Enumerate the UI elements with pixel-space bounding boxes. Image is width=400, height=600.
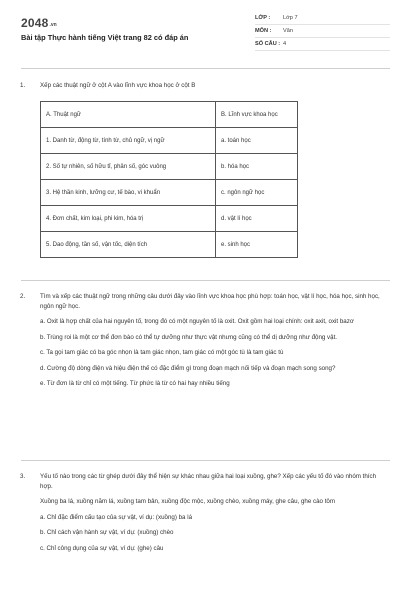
site-logo[interactable] <box>21 16 57 30</box>
table-cell-a: 3. Hệ thần kinh, lưỡng cư, tế bào, vi khuẩn <box>41 180 216 206</box>
table-cell-b: b. hóa học <box>216 154 298 180</box>
table-cell-b: c. ngôn ngữ học <box>216 180 298 206</box>
answer-item: c. Ta gọi tam giác có ba góc nhọn là tam giác nhọn, tam giác có một góc tù là tam giác tù <box>40 349 284 356</box>
answer-item: e. Từ đơn là từ chỉ có một tiếng. Từ phức là từ có hai hay nhiều tiếng <box>40 380 230 387</box>
table-row <box>41 206 298 232</box>
matching-table <box>40 101 298 258</box>
table-cell-b: e. sinh học <box>216 232 298 258</box>
question-text: Yếu tố nào trong các từ ghép dưới đây thể hiện sự khác nhau giữa hai loại xuồng, ghe? Xếp các yếu tố đó vào nhóm thích hợp. <box>40 473 377 490</box>
question-text: Tìm và xếp các thuật ngữ trong những câu dưới đây vào lĩnh vực khoa học phù hợp: toán học, vật lí học, hóa học, sinh học, ngôn ngữ học. <box>40 293 380 310</box>
divider <box>21 460 390 461</box>
divider <box>21 68 390 69</box>
answer-item: d. Cường độ dòng điện và hiệu điện thế có đặc điểm gì trong đoạn mạch nối tiếp và đoạn mạch song song? <box>40 364 336 372</box>
page-title: Bài tập Thực hành tiếng Việt trang 82 có đáp án <box>21 33 189 42</box>
question-number: 2. <box>20 293 26 300</box>
meta-value: Lớp 7 <box>283 15 298 21</box>
table-header-row <box>41 102 298 128</box>
meta-value: Văn <box>283 28 293 34</box>
question-1 <box>20 81 380 91</box>
answer-item: c. Chỉ công dụng của sự vật, ví dụ: (ghe) câu <box>40 544 164 552</box>
table-cell-a: 5. Dao động, tần số, vận tốc, diện tích <box>41 232 216 258</box>
table-row <box>41 180 298 206</box>
question-number: 1. <box>20 82 26 89</box>
question-number: 3. <box>20 473 26 480</box>
meta-key: SỐ CÂU : <box>255 41 281 47</box>
answer-item: a. Chỉ đặc điểm cấu tạo của sự vật, ví dụ: (xuồng) ba lá <box>40 513 193 521</box>
question-text: Xếp các thuật ngữ ở cột A vào lĩnh vực khoa học ở cột B <box>40 82 196 89</box>
table-header-a: A. Thuật ngữ <box>41 102 216 128</box>
table-cell-a: 2. Số tự nhiên, số hữu tỉ, phân số, góc vuông <box>41 154 216 180</box>
meta-row-subject <box>255 25 390 38</box>
meta-key: MÔN : <box>255 28 272 34</box>
divider <box>21 280 390 281</box>
meta-value: 4 <box>283 41 287 47</box>
logo-text: 2048 <box>21 16 49 30</box>
table-cell-b: a. toán học <box>216 128 298 154</box>
answer-item: b. Trùng roi là một cơ thể đơn bào có thể tự dưỡng như thực vật nhưng cũng có thể dị dưỡng như động vật. <box>40 333 338 341</box>
table-row <box>41 232 298 258</box>
meta-row-count <box>255 38 390 51</box>
table-header-b: B. Lĩnh vực khoa học <box>216 102 298 128</box>
question-3 <box>20 472 380 553</box>
table-cell-b: d. vật lí học <box>216 206 298 232</box>
meta-info <box>255 12 390 51</box>
meta-key: LỚP : <box>255 15 271 21</box>
meta-row-class <box>255 12 390 25</box>
answer-item: a. Oxit là hợp chất của hai nguyên tố, trong đó có một nguyên tố là oxit. Oxit gồm hai loại chính: oxit axit, oxit bazơ <box>40 318 354 325</box>
table-cell-a: 1. Danh từ, động từ, tính từ, chủ ngữ, vị ngữ <box>41 128 216 154</box>
word-list: Xuồng ba lá, xuồng năm lá, xuồng tam bản, xuồng độc mộc, xuồng chèo, xuồng máy, ghe câu, ghe cào tôm <box>40 498 336 505</box>
question-2 <box>20 292 380 389</box>
table-row <box>41 154 298 180</box>
answer-item: b. Chỉ cách vận hành sự vật, ví dụ: (xuồng) chèo <box>40 529 174 536</box>
logo-domain: .vn <box>49 22 57 28</box>
table-row <box>41 128 298 154</box>
table-cell-a: 4. Đơn chất, kim loại, phi kim, hóa trị <box>41 206 216 232</box>
